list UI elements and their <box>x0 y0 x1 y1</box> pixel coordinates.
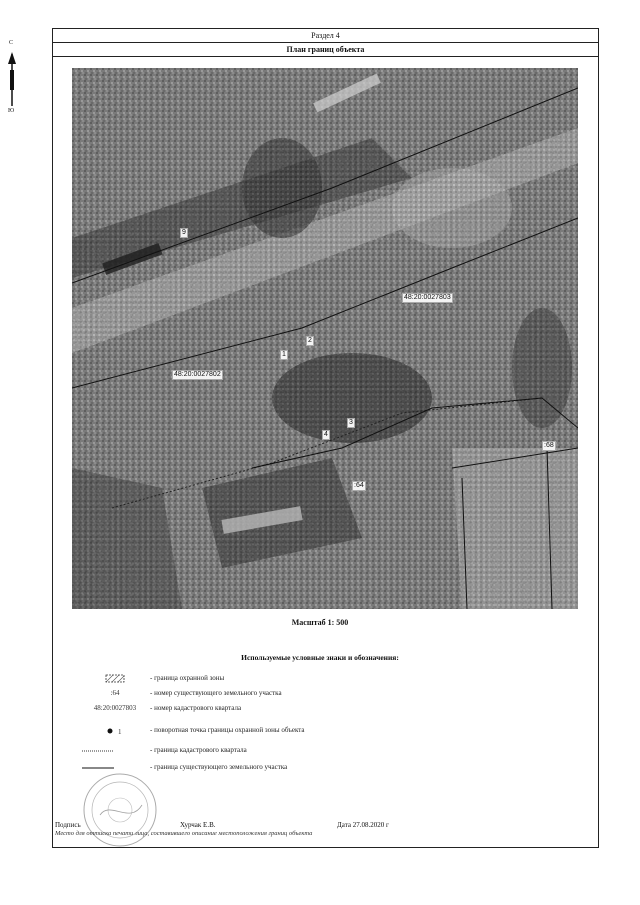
legend-symbol-text: :64 <box>110 689 120 697</box>
compass-south-label: Ю <box>8 108 15 114</box>
legend-symbol-text: 1 <box>118 728 122 736</box>
page-title: План границ объекта <box>53 43 598 57</box>
legend-desc: - номер существующего земельного участка <box>150 689 282 697</box>
signature-date: Дата 27.08.2020 г <box>337 821 389 829</box>
boundary-point-1: 1 <box>282 351 286 358</box>
signer-name: Хурчак Е.В. <box>180 821 216 829</box>
legend-item-turning-point <box>80 724 500 738</box>
compass-north-label: С <box>9 40 14 46</box>
legend-item-quarter-number <box>80 702 500 716</box>
legend-title: Используемые условные знаки и обозначения: <box>241 653 399 662</box>
zone-hatch-icon <box>80 672 150 686</box>
boundary-point-2: 2 <box>308 337 312 344</box>
north-arrow-icon <box>5 52 19 108</box>
legend-item-zone <box>80 672 500 686</box>
map-imagery <box>72 68 578 609</box>
parcel-label-68: :68 <box>544 442 554 449</box>
legend-desc: - граница кадастрового квартала <box>150 746 247 754</box>
legend-item-quarter-boundary <box>80 744 500 758</box>
legend-desc: - поворотная точка границы охранной зоны объекта <box>150 726 305 734</box>
boundary-point-3: 3 <box>349 419 353 426</box>
legend-desc: - граница существующего земельного участка <box>150 763 288 771</box>
legend-desc: - граница охранной зоны <box>150 674 225 682</box>
parcel-label-64: :64 <box>354 482 364 489</box>
aerial-map <box>72 68 578 609</box>
quarter-label-803: 48:20:0027803 <box>404 294 451 301</box>
legend-symbol-text: 48:20:0027803 <box>93 704 137 712</box>
map-scale: Масштаб 1: 500 <box>291 618 349 627</box>
compass <box>5 40 19 120</box>
legend-desc: - номер кадастрового квартала <box>150 704 242 712</box>
quarter-label-802: 48:20:0027802 <box>174 371 221 378</box>
boundary-point-4: 4 <box>324 431 328 438</box>
signature-label: Подпись <box>55 821 81 829</box>
seal-stamp-icon <box>80 770 160 850</box>
legend-item-parcel-number <box>80 687 500 701</box>
point-dot-icon <box>80 724 150 738</box>
seal-place-note: Место для оттиска печати лица, составившего описание местоположения границ объекта <box>55 830 313 837</box>
parcel-label-9: 9 <box>182 229 186 236</box>
section-header: Раздел 4 <box>53 29 598 43</box>
dotted-line-icon <box>80 744 150 758</box>
